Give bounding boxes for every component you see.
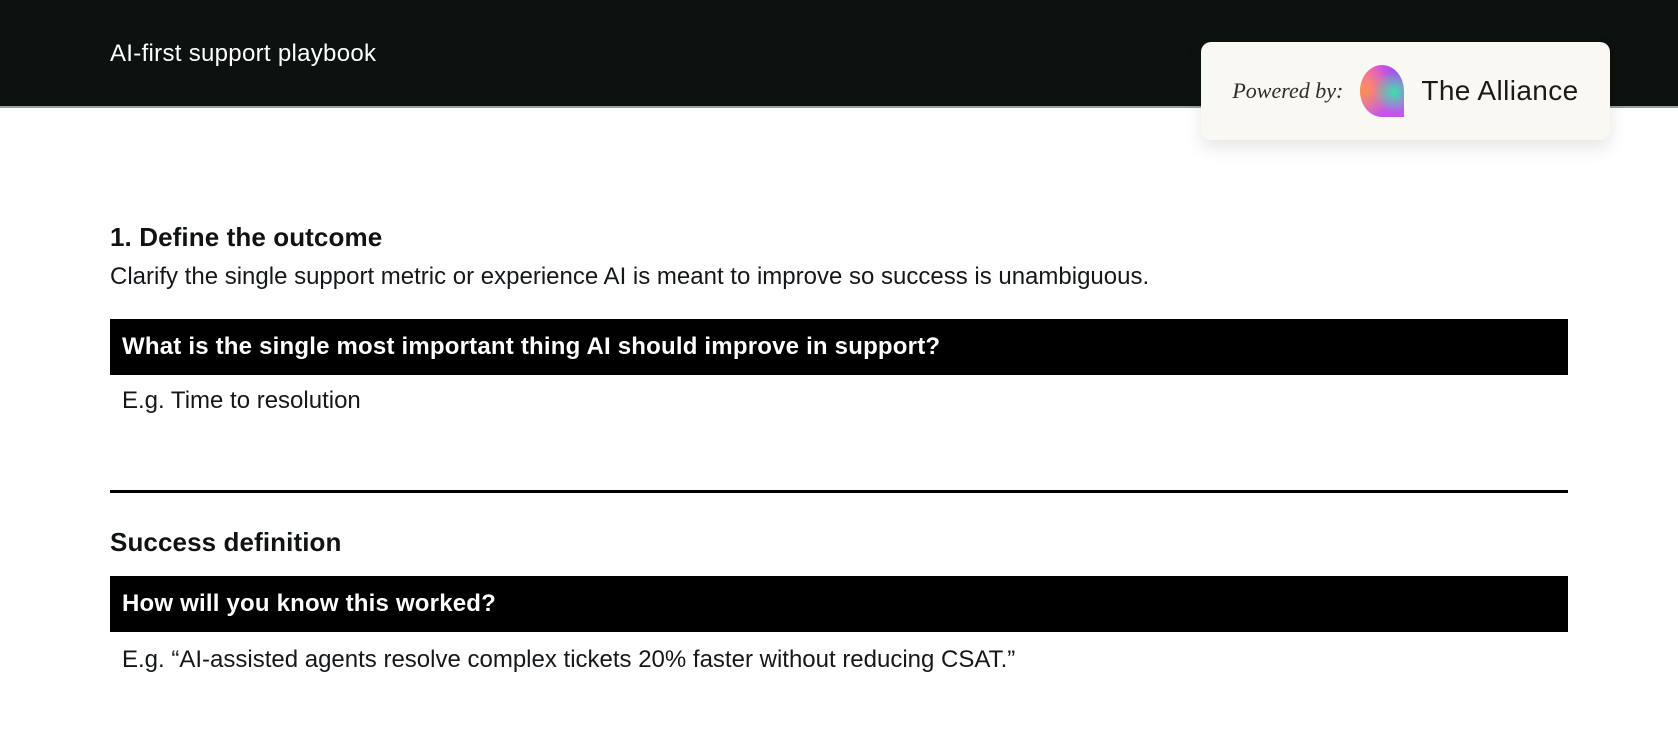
question-bar-improve-support: What is the single most important thing AI should improve in support? bbox=[110, 319, 1568, 375]
section-description: Clarify the single support metric or experience AI is meant to improve so success is unambiguous. bbox=[110, 263, 1150, 290]
document-content bbox=[110, 110, 1568, 676]
powered-by-label: Powered by: bbox=[1232, 78, 1344, 103]
question-bar-know-worked: How will you know this worked? bbox=[110, 576, 1568, 632]
answer-area-improve-support[interactable]: E.g. Time to resolution bbox=[122, 387, 361, 414]
powered-by-badge[interactable] bbox=[1201, 42, 1610, 140]
answer-blank-space[interactable] bbox=[110, 417, 1568, 490]
section-heading-success-definition: Success definition bbox=[110, 527, 342, 557]
page-title: AI-first support playbook bbox=[110, 40, 377, 67]
section-divider bbox=[110, 490, 1568, 493]
alliance-logo-icon bbox=[1360, 65, 1404, 117]
answer-area-know-worked[interactable]: E.g. “AI-assisted agents resolve complex tickets 20% faster without reducing CSAT.” bbox=[122, 646, 1016, 673]
brand-name: The Alliance bbox=[1421, 75, 1579, 106]
section-heading-define-outcome: 1. Define the outcome bbox=[110, 222, 383, 252]
